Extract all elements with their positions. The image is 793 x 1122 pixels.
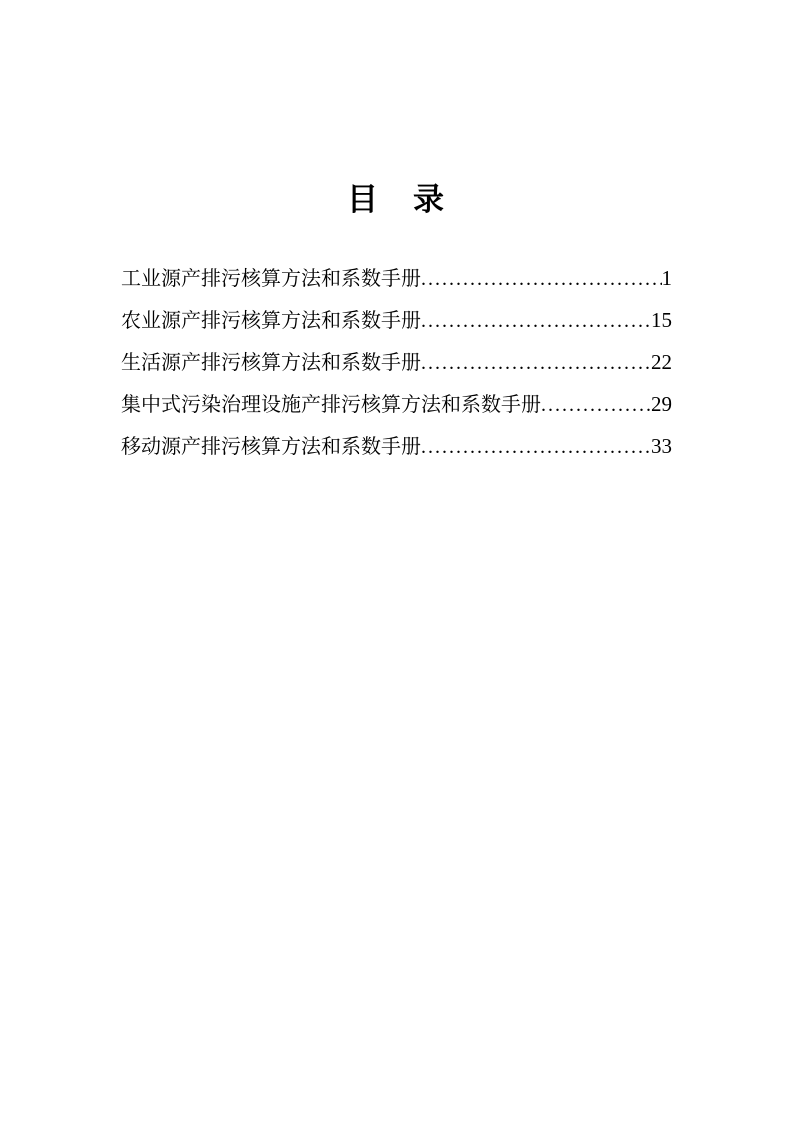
toc-item-title: 农业源产排污核算方法和系数手册 <box>121 310 421 332</box>
toc-item-industrial-source[interactable] <box>121 258 672 300</box>
dot-leader <box>421 427 651 468</box>
toc-page-number: 1 <box>661 266 672 290</box>
toc-item-title: 工业源产排污核算方法和系数手册 <box>121 268 421 290</box>
toc-page-number: 33 <box>651 434 672 458</box>
toc-title: 目 录 <box>347 182 446 217</box>
toc-item-title: 移动源产排污核算方法和系数手册 <box>121 436 421 458</box>
toc-item-domestic-source[interactable] <box>121 342 672 384</box>
toc-page-number: 15 <box>651 308 672 332</box>
dot-leader <box>541 385 651 426</box>
dot-leader <box>421 343 651 384</box>
dot-leader <box>421 301 651 342</box>
toc-page-number: 22 <box>651 350 672 374</box>
toc-item-title: 集中式污染治理设施产排污核算方法和系数手册 <box>121 394 541 416</box>
toc-item-agricultural-source[interactable] <box>121 300 672 342</box>
dot-leader <box>421 259 662 300</box>
toc-item-centralized-treatment-facility[interactable] <box>121 384 672 426</box>
toc-item-title: 生活源产排污核算方法和系数手册 <box>121 352 421 374</box>
toc-item-mobile-source[interactable] <box>121 426 672 468</box>
toc-page-number: 29 <box>651 392 672 416</box>
toc-list <box>121 258 672 468</box>
